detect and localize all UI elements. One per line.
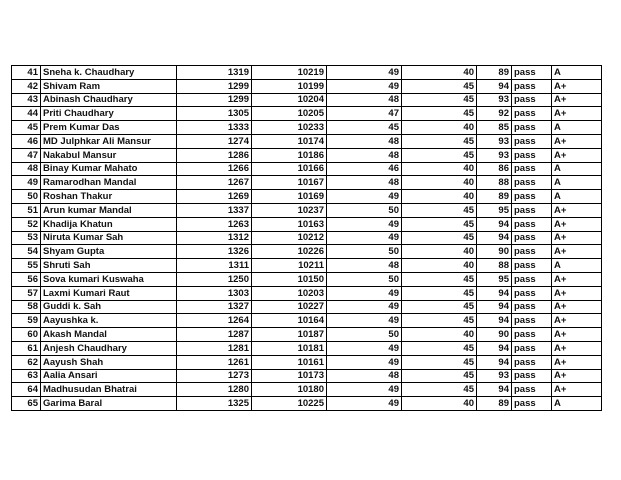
total-score-cell: 94 (477, 314, 512, 328)
table-row (12, 397, 602, 411)
score-2-cell: 45 (402, 300, 477, 314)
score-2-cell: 40 (402, 397, 477, 411)
total-score-cell: 94 (477, 286, 512, 300)
roll-number-cell: 1280 (177, 383, 252, 397)
serial-number-cell: 64 (12, 383, 41, 397)
score-1-cell: 49 (327, 314, 402, 328)
grade-cell: A+ (552, 134, 602, 148)
table-row (12, 162, 602, 176)
score-1-cell: 50 (327, 272, 402, 286)
total-score-cell: 88 (477, 176, 512, 190)
roll-number-cell: 1327 (177, 300, 252, 314)
result-cell: pass (512, 176, 552, 190)
registration-number-cell: 10233 (252, 121, 327, 135)
grade-cell: A (552, 162, 602, 176)
score-2-cell: 40 (402, 121, 477, 135)
score-2-cell: 40 (402, 245, 477, 259)
registration-number-cell: 10226 (252, 245, 327, 259)
grade-cell: A+ (552, 314, 602, 328)
roll-number-cell: 1319 (177, 66, 252, 80)
result-cell: pass (512, 328, 552, 342)
result-cell: pass (512, 162, 552, 176)
result-cell: pass (512, 93, 552, 107)
table-row (12, 369, 602, 383)
grade-cell: A (552, 121, 602, 135)
student-name-cell: Nakabul Mansur (41, 148, 177, 162)
registration-number-cell: 10163 (252, 217, 327, 231)
roll-number-cell: 1326 (177, 245, 252, 259)
total-score-cell: 89 (477, 190, 512, 204)
total-score-cell: 90 (477, 328, 512, 342)
serial-number-cell: 51 (12, 203, 41, 217)
table-row (12, 272, 602, 286)
roll-number-cell: 1303 (177, 286, 252, 300)
student-name-cell: Ramarodhan Mandal (41, 176, 177, 190)
result-cell: pass (512, 134, 552, 148)
score-1-cell: 48 (327, 259, 402, 273)
score-2-cell: 45 (402, 383, 477, 397)
roll-number-cell: 1250 (177, 272, 252, 286)
total-score-cell: 93 (477, 369, 512, 383)
score-2-cell: 45 (402, 314, 477, 328)
grade-cell: A (552, 259, 602, 273)
result-cell: pass (512, 79, 552, 93)
result-cell: pass (512, 217, 552, 231)
serial-number-cell: 60 (12, 328, 41, 342)
score-2-cell: 45 (402, 355, 477, 369)
score-1-cell: 49 (327, 383, 402, 397)
registration-number-cell: 10173 (252, 369, 327, 383)
score-1-cell: 49 (327, 300, 402, 314)
serial-number-cell: 44 (12, 107, 41, 121)
table-row (12, 314, 602, 328)
table-row (12, 203, 602, 217)
table-row (12, 190, 602, 204)
roll-number-cell: 1287 (177, 328, 252, 342)
student-name-cell: Niruta Kumar Sah (41, 231, 177, 245)
roll-number-cell: 1286 (177, 148, 252, 162)
total-score-cell: 94 (477, 300, 512, 314)
score-1-cell: 49 (327, 79, 402, 93)
result-cell: pass (512, 107, 552, 121)
roll-number-cell: 1299 (177, 79, 252, 93)
student-name-cell: Akash Mandal (41, 328, 177, 342)
score-2-cell: 45 (402, 217, 477, 231)
table-row (12, 121, 602, 135)
table-row (12, 259, 602, 273)
serial-number-cell: 65 (12, 397, 41, 411)
serial-number-cell: 48 (12, 162, 41, 176)
grade-cell: A+ (552, 107, 602, 121)
registration-number-cell: 10212 (252, 231, 327, 245)
student-name-cell: Shivam Ram (41, 79, 177, 93)
score-1-cell: 48 (327, 93, 402, 107)
roll-number-cell: 1269 (177, 190, 252, 204)
total-score-cell: 90 (477, 245, 512, 259)
registration-number-cell: 10174 (252, 134, 327, 148)
grade-cell: A+ (552, 286, 602, 300)
total-score-cell: 93 (477, 148, 512, 162)
score-2-cell: 45 (402, 341, 477, 355)
result-cell: pass (512, 286, 552, 300)
result-cell: pass (512, 66, 552, 80)
table-row (12, 341, 602, 355)
serial-number-cell: 62 (12, 355, 41, 369)
score-2-cell: 45 (402, 286, 477, 300)
registration-number-cell: 10180 (252, 383, 327, 397)
roll-number-cell: 1273 (177, 369, 252, 383)
student-name-cell: Roshan Thakur (41, 190, 177, 204)
grade-cell: A+ (552, 217, 602, 231)
result-cell: pass (512, 383, 552, 397)
student-name-cell: Shyam Gupta (41, 245, 177, 259)
total-score-cell: 88 (477, 259, 512, 273)
roll-number-cell: 1333 (177, 121, 252, 135)
roll-number-cell: 1311 (177, 259, 252, 273)
score-2-cell: 40 (402, 328, 477, 342)
results-sheet (11, 65, 602, 411)
registration-number-cell: 10205 (252, 107, 327, 121)
serial-number-cell: 43 (12, 93, 41, 107)
student-name-cell: Madhusudan Bhatrai (41, 383, 177, 397)
score-1-cell: 49 (327, 355, 402, 369)
serial-number-cell: 52 (12, 217, 41, 231)
result-cell: pass (512, 314, 552, 328)
student-name-cell: Garima Baral (41, 397, 177, 411)
result-cell: pass (512, 121, 552, 135)
registration-number-cell: 10237 (252, 203, 327, 217)
grade-cell: A+ (552, 300, 602, 314)
table-row (12, 79, 602, 93)
total-score-cell: 89 (477, 66, 512, 80)
table-row (12, 66, 602, 80)
roll-number-cell: 1274 (177, 134, 252, 148)
total-score-cell: 95 (477, 272, 512, 286)
grade-cell: A (552, 66, 602, 80)
total-score-cell: 93 (477, 93, 512, 107)
table-row (12, 217, 602, 231)
score-2-cell: 45 (402, 79, 477, 93)
result-cell: pass (512, 300, 552, 314)
score-1-cell: 47 (327, 107, 402, 121)
table-row (12, 93, 602, 107)
grade-cell: A+ (552, 355, 602, 369)
total-score-cell: 86 (477, 162, 512, 176)
student-name-cell: Aayushka k. (41, 314, 177, 328)
registration-number-cell: 10225 (252, 397, 327, 411)
serial-number-cell: 41 (12, 66, 41, 80)
student-name-cell: MD Julphkar Ali Mansur (41, 134, 177, 148)
result-cell: pass (512, 341, 552, 355)
score-1-cell: 49 (327, 231, 402, 245)
registration-number-cell: 10203 (252, 286, 327, 300)
total-score-cell: 94 (477, 217, 512, 231)
result-cell: pass (512, 355, 552, 369)
student-name-cell: Aalia Ansari (41, 369, 177, 383)
total-score-cell: 93 (477, 134, 512, 148)
score-2-cell: 45 (402, 272, 477, 286)
student-name-cell: Shruti Sah (41, 259, 177, 273)
total-score-cell: 89 (477, 397, 512, 411)
score-1-cell: 49 (327, 397, 402, 411)
score-1-cell: 48 (327, 148, 402, 162)
roll-number-cell: 1261 (177, 355, 252, 369)
grade-cell: A+ (552, 203, 602, 217)
registration-number-cell: 10186 (252, 148, 327, 162)
result-cell: pass (512, 272, 552, 286)
student-name-cell: Prem Kumar Das (41, 121, 177, 135)
serial-number-cell: 54 (12, 245, 41, 259)
registration-number-cell: 10161 (252, 355, 327, 369)
score-1-cell: 46 (327, 162, 402, 176)
table-row (12, 107, 602, 121)
score-1-cell: 50 (327, 328, 402, 342)
score-2-cell: 45 (402, 93, 477, 107)
score-1-cell: 45 (327, 121, 402, 135)
student-name-cell: Priti Chaudhary (41, 107, 177, 121)
student-name-cell: Anjesh Chaudhary (41, 341, 177, 355)
serial-number-cell: 53 (12, 231, 41, 245)
score-2-cell: 40 (402, 66, 477, 80)
roll-number-cell: 1325 (177, 397, 252, 411)
result-cell: pass (512, 259, 552, 273)
grade-cell: A+ (552, 148, 602, 162)
grade-cell: A+ (552, 328, 602, 342)
serial-number-cell: 63 (12, 369, 41, 383)
score-2-cell: 40 (402, 259, 477, 273)
score-2-cell: 45 (402, 203, 477, 217)
table-row (12, 231, 602, 245)
serial-number-cell: 46 (12, 134, 41, 148)
total-score-cell: 94 (477, 231, 512, 245)
score-1-cell: 49 (327, 217, 402, 231)
table-row (12, 300, 602, 314)
score-1-cell: 48 (327, 134, 402, 148)
student-name-cell: Laxmi Kumari Raut (41, 286, 177, 300)
registration-number-cell: 10169 (252, 190, 327, 204)
grade-cell: A (552, 190, 602, 204)
student-name-cell: Binay Kumar Mahato (41, 162, 177, 176)
score-2-cell: 45 (402, 107, 477, 121)
student-name-cell: Arun kumar Mandal (41, 203, 177, 217)
grade-cell: A+ (552, 93, 602, 107)
serial-number-cell: 55 (12, 259, 41, 273)
roll-number-cell: 1305 (177, 107, 252, 121)
registration-number-cell: 10211 (252, 259, 327, 273)
registration-number-cell: 10166 (252, 162, 327, 176)
grade-cell: A+ (552, 245, 602, 259)
results-table-body (12, 66, 602, 411)
score-1-cell: 48 (327, 176, 402, 190)
table-row (12, 355, 602, 369)
grade-cell: A+ (552, 272, 602, 286)
registration-number-cell: 10219 (252, 66, 327, 80)
total-score-cell: 94 (477, 355, 512, 369)
registration-number-cell: 10164 (252, 314, 327, 328)
grade-cell: A+ (552, 369, 602, 383)
score-2-cell: 45 (402, 369, 477, 383)
score-2-cell: 45 (402, 231, 477, 245)
score-1-cell: 49 (327, 286, 402, 300)
student-name-cell: Guddi k. Sah (41, 300, 177, 314)
score-2-cell: 40 (402, 162, 477, 176)
result-cell: pass (512, 203, 552, 217)
table-row (12, 286, 602, 300)
serial-number-cell: 47 (12, 148, 41, 162)
grade-cell: A+ (552, 383, 602, 397)
serial-number-cell: 50 (12, 190, 41, 204)
grade-cell: A (552, 397, 602, 411)
total-score-cell: 92 (477, 107, 512, 121)
table-row (12, 383, 602, 397)
result-cell: pass (512, 231, 552, 245)
score-2-cell: 45 (402, 148, 477, 162)
student-name-cell: Khadija Khatun (41, 217, 177, 231)
serial-number-cell: 57 (12, 286, 41, 300)
serial-number-cell: 59 (12, 314, 41, 328)
result-cell: pass (512, 148, 552, 162)
roll-number-cell: 1299 (177, 93, 252, 107)
serial-number-cell: 42 (12, 79, 41, 93)
result-cell: pass (512, 397, 552, 411)
grade-cell: A+ (552, 341, 602, 355)
score-2-cell: 40 (402, 190, 477, 204)
serial-number-cell: 58 (12, 300, 41, 314)
serial-number-cell: 45 (12, 121, 41, 135)
student-name-cell: Aayush Shah (41, 355, 177, 369)
table-row (12, 148, 602, 162)
score-1-cell: 49 (327, 66, 402, 80)
total-score-cell: 94 (477, 79, 512, 93)
table-row (12, 328, 602, 342)
serial-number-cell: 61 (12, 341, 41, 355)
student-name-cell: Sneha k. Chaudhary (41, 66, 177, 80)
table-row (12, 176, 602, 190)
student-name-cell: Abinash Chaudhary (41, 93, 177, 107)
serial-number-cell: 56 (12, 272, 41, 286)
roll-number-cell: 1263 (177, 217, 252, 231)
score-1-cell: 49 (327, 190, 402, 204)
roll-number-cell: 1312 (177, 231, 252, 245)
registration-number-cell: 10199 (252, 79, 327, 93)
score-2-cell: 40 (402, 176, 477, 190)
registration-number-cell: 10181 (252, 341, 327, 355)
score-1-cell: 49 (327, 341, 402, 355)
serial-number-cell: 49 (12, 176, 41, 190)
registration-number-cell: 10150 (252, 272, 327, 286)
result-cell: pass (512, 245, 552, 259)
registration-number-cell: 10204 (252, 93, 327, 107)
roll-number-cell: 1266 (177, 162, 252, 176)
grade-cell: A (552, 176, 602, 190)
grade-cell: A+ (552, 231, 602, 245)
total-score-cell: 94 (477, 341, 512, 355)
roll-number-cell: 1281 (177, 341, 252, 355)
grade-cell: A+ (552, 79, 602, 93)
registration-number-cell: 10187 (252, 328, 327, 342)
table-row (12, 245, 602, 259)
score-1-cell: 48 (327, 369, 402, 383)
score-1-cell: 50 (327, 203, 402, 217)
result-cell: pass (512, 190, 552, 204)
table-row (12, 134, 602, 148)
score-2-cell: 45 (402, 134, 477, 148)
roll-number-cell: 1337 (177, 203, 252, 217)
results-table (11, 65, 602, 411)
roll-number-cell: 1264 (177, 314, 252, 328)
total-score-cell: 94 (477, 383, 512, 397)
total-score-cell: 85 (477, 121, 512, 135)
registration-number-cell: 10167 (252, 176, 327, 190)
result-cell: pass (512, 369, 552, 383)
roll-number-cell: 1267 (177, 176, 252, 190)
registration-number-cell: 10227 (252, 300, 327, 314)
score-1-cell: 50 (327, 245, 402, 259)
student-name-cell: Sova kumari Kuswaha (41, 272, 177, 286)
total-score-cell: 95 (477, 203, 512, 217)
